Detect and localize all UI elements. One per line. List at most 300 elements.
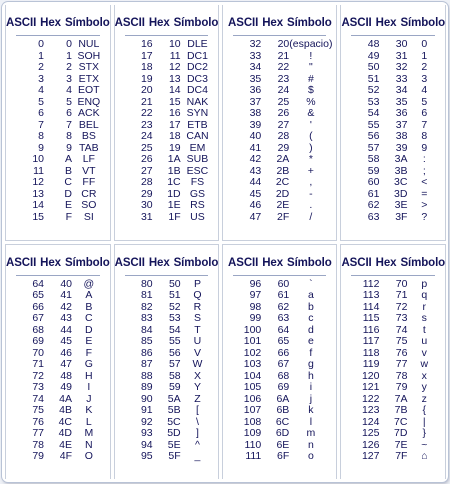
header-ascii: ASCII <box>6 17 37 29</box>
symbol-cell: CAN <box>186 130 209 142</box>
ascii-panel-6 <box>114 244 220 480</box>
ascii-code-cell: 59 <box>367 164 380 177</box>
hex-code-cell: 14 <box>168 84 181 96</box>
hex-code-cell: 17 <box>168 118 181 131</box>
symbol-cell: ACK <box>78 107 100 119</box>
symbol-cell: [ <box>196 404 199 416</box>
table-row <box>341 382 445 394</box>
symbol-cell: NUL <box>78 38 100 50</box>
hex-code-cell: 3F <box>395 210 408 223</box>
hex-code-cell: 1C <box>167 176 181 188</box>
ascii-panel-8 <box>340 244 446 480</box>
hex-code-cell: 79 <box>395 381 408 393</box>
hex-code-cell: 46 <box>60 346 72 359</box>
symbol-cell: / <box>309 210 313 223</box>
table-row <box>115 348 219 360</box>
table-row <box>223 39 336 51</box>
hex-code-cell: 73 <box>395 312 408 324</box>
hex-code-cell: 66 <box>277 346 290 359</box>
table-row <box>6 394 110 406</box>
symbol-cell: ? <box>421 210 428 223</box>
symbol-cell: r <box>422 300 427 313</box>
symbol-cell: x <box>421 369 427 382</box>
header-rule <box>351 35 435 36</box>
table-row <box>6 290 110 302</box>
table-row <box>223 313 336 325</box>
hex-code-cell: 49 <box>60 381 72 393</box>
hex-code-cell: 77 <box>395 358 408 370</box>
ascii-code-cell: 68 <box>32 323 44 336</box>
table-row <box>115 325 219 337</box>
ascii-code-cell: 123 <box>361 404 380 416</box>
table-row <box>6 279 110 291</box>
symbol-cell: U <box>193 335 202 347</box>
hex-code-cell: 47 <box>60 358 72 370</box>
table-row <box>341 325 445 337</box>
table-row <box>223 108 336 120</box>
table-row <box>6 336 110 348</box>
hex-code-cell: 67 <box>277 358 290 370</box>
table-row <box>6 428 110 440</box>
hex-code-cell: 45 <box>60 335 72 347</box>
ascii-panel-5 <box>5 244 111 480</box>
ascii-code-cell: 44 <box>249 176 262 188</box>
table-row <box>6 154 110 166</box>
symbol-cell: K <box>85 404 93 416</box>
symbol-cell: I <box>87 381 91 393</box>
ascii-code-cell: 80 <box>140 277 153 290</box>
symbol-cell: c <box>308 312 314 324</box>
table-row <box>341 428 445 440</box>
ascii-code-cell: 53 <box>367 95 380 108</box>
hex-code-cell: 51 <box>168 289 181 301</box>
ascii-code-cell: 89 <box>140 381 153 393</box>
hex-code-cell: 61 <box>277 289 290 301</box>
ascii-code-cell: 39 <box>249 118 262 131</box>
table-row <box>341 302 445 314</box>
hex-code-cell: 24 <box>277 84 290 96</box>
table-row <box>115 39 219 51</box>
ascii-code-cell: 19 <box>140 72 153 85</box>
symbol-cell: RS <box>190 199 205 211</box>
symbol-cell: R <box>193 300 202 313</box>
table-row <box>341 371 445 383</box>
table-row <box>341 405 445 417</box>
header-hex: Hex <box>148 256 170 269</box>
symbol-cell: FS <box>190 176 205 188</box>
ascii-code-cell: 66 <box>32 300 44 313</box>
panel-header <box>6 257 110 269</box>
ascii-code-cell: 4 <box>38 84 44 96</box>
panel-header <box>341 17 445 29</box>
symbol-cell: - <box>309 187 313 200</box>
table-row <box>223 85 336 97</box>
symbol-cell: LF <box>82 153 95 165</box>
hex-code-cell: 1F <box>168 210 181 223</box>
symbol-cell: EOT <box>78 84 100 96</box>
table-row <box>223 359 336 371</box>
ascii-code-cell: 72 <box>32 369 44 382</box>
panel-header <box>6 17 110 29</box>
symbol-cell: z <box>421 392 427 405</box>
symbol-cell: L <box>85 415 92 428</box>
symbol-cell: GS <box>189 187 206 200</box>
ascii-code-cell: 36 <box>249 84 262 96</box>
header-symbol: Símbolo <box>400 256 446 269</box>
symbol-cell: G <box>84 358 93 370</box>
hex-code-cell: 22 <box>277 61 290 73</box>
hex-code-cell: 59 <box>168 381 181 393</box>
hex-code-cell: 6B <box>276 404 290 416</box>
ascii-code-cell: 0 <box>38 38 44 50</box>
symbol-cell: \ <box>196 415 199 428</box>
header-rule <box>16 275 100 276</box>
hex-code-cell: 2E <box>276 199 290 211</box>
ascii-code-cell: 15 <box>32 210 44 223</box>
table-row <box>115 279 219 291</box>
header-symbol: Símbolo <box>287 256 332 269</box>
hex-code-cell: 3 <box>66 72 72 85</box>
table-row <box>6 417 110 429</box>
table-row <box>341 154 445 166</box>
symbol-cell: j <box>309 392 313 405</box>
symbol-cell: 7 <box>421 118 428 131</box>
symbol-cell: C <box>85 312 93 324</box>
symbol-cell: ^ <box>194 438 200 451</box>
table-row <box>6 325 110 337</box>
header-rule <box>125 35 209 36</box>
ascii-panel-2 <box>114 5 220 241</box>
hex-code-cell: 30 <box>395 38 408 50</box>
hex-code-cell: 5E <box>167 438 181 451</box>
hex-code-cell: 32 <box>395 61 408 73</box>
hex-code-cell: 1B <box>167 164 181 177</box>
table-row <box>341 189 445 201</box>
ascii-code-cell: 63 <box>367 210 380 223</box>
table-row <box>6 39 110 51</box>
table-row <box>115 85 219 97</box>
ascii-code-cell: 38 <box>249 107 262 119</box>
symbol-cell: k <box>308 404 314 416</box>
ascii-code-cell: 105 <box>243 381 262 393</box>
ascii-code-cell: 45 <box>249 187 262 200</box>
ascii-code-cell: 50 <box>367 61 380 73</box>
hex-code-cell: 57 <box>168 358 181 370</box>
hex-code-cell: 5A <box>167 392 181 405</box>
symbol-cell: STX <box>78 61 100 73</box>
hex-code-cell: 7C <box>394 415 408 428</box>
hex-code-cell: C <box>64 176 72 188</box>
ascii-code-cell: 114 <box>362 300 380 313</box>
hex-code-cell: 4B <box>59 404 72 416</box>
table-row <box>6 359 110 371</box>
symbol-cell: o <box>307 450 314 462</box>
ascii-code-cell: 115 <box>362 312 380 324</box>
hex-code-cell: 52 <box>168 300 181 313</box>
hex-code-cell: 56 <box>168 346 181 359</box>
ascii-code-cell: 25 <box>140 141 153 154</box>
symbol-cell: EM <box>189 141 206 154</box>
table-row <box>223 212 336 224</box>
ascii-code-cell: 52 <box>367 84 380 96</box>
ascii-code-cell: 5 <box>38 95 44 108</box>
symbol-cell: % <box>306 95 316 108</box>
table-row <box>115 313 219 325</box>
header-rule <box>16 35 100 36</box>
table-row <box>6 382 110 394</box>
ascii-code-cell: 94 <box>140 438 153 451</box>
hex-code-cell: 43 <box>60 312 72 324</box>
hex-code-cell: 5 <box>66 95 72 108</box>
ascii-code-cell: 67 <box>32 312 44 324</box>
table-row <box>341 212 445 224</box>
hex-code-cell: 2D <box>275 187 290 200</box>
header-rule <box>125 275 209 276</box>
hex-code-cell: 16 <box>168 107 181 119</box>
symbol-cell: 6 <box>421 107 428 119</box>
header-ascii: ASCII <box>228 17 259 29</box>
hex-code-cell: 34 <box>395 84 408 96</box>
hex-code-cell: 23 <box>277 72 290 85</box>
symbol-cell: US <box>190 210 205 223</box>
ascii-code-cell: 47 <box>249 210 262 223</box>
symbol-cell: w <box>420 358 429 370</box>
ascii-code-cell: 29 <box>140 187 153 200</box>
hex-code-cell: 35 <box>395 95 408 108</box>
ascii-code-cell: 102 <box>243 346 262 359</box>
table-row <box>223 131 336 143</box>
hex-code-cell: 40 <box>60 277 72 290</box>
table-row <box>6 177 110 189</box>
table-row <box>6 302 110 314</box>
hex-code-cell: 31 <box>395 49 408 62</box>
symbol-cell: VT <box>82 164 96 177</box>
symbol-cell: W <box>192 358 203 370</box>
hex-code-cell: 78 <box>395 369 408 382</box>
ascii-code-cell: 61 <box>367 187 380 200</box>
table-row <box>115 336 219 348</box>
hex-code-cell: 5C <box>167 415 181 428</box>
symbol-cell: ) <box>309 141 313 154</box>
ascii-code-cell: 107 <box>243 404 262 416</box>
ascii-code-cell: 7 <box>38 118 44 131</box>
hex-code-cell: 33 <box>395 72 408 85</box>
hex-code-cell: 62 <box>277 300 290 313</box>
header-ascii: ASCII <box>341 256 372 269</box>
ascii-code-cell: 121 <box>361 381 380 393</box>
hex-code-cell: 3B <box>394 164 408 177</box>
table-row <box>6 371 110 383</box>
table-row <box>341 85 445 97</box>
hex-code-cell: 18 <box>168 130 181 142</box>
symbol-cell: DC1 <box>186 49 208 62</box>
symbol-cell: ~ <box>421 438 428 451</box>
ascii-code-cell: 22 <box>140 107 153 119</box>
ascii-code-cell: 33 <box>249 49 262 62</box>
hex-code-cell: 0 <box>66 38 72 50</box>
ascii-code-cell: 11 <box>33 164 44 177</box>
ascii-code-cell: 76 <box>32 415 44 428</box>
table-row <box>223 428 336 440</box>
ascii-code-cell: 69 <box>32 335 44 347</box>
table-row <box>115 394 219 406</box>
symbol-cell: v <box>421 346 427 359</box>
symbol-cell: SUB <box>186 153 209 165</box>
table-row <box>115 302 219 314</box>
header-rule <box>233 275 326 276</box>
symbol-cell: ` <box>309 277 313 290</box>
header-hex: Hex <box>148 17 170 29</box>
symbol-cell: D <box>85 323 93 336</box>
ascii-code-cell: 70 <box>32 346 44 359</box>
hex-code-cell: 6 <box>66 107 72 119</box>
hex-code-cell: F <box>65 210 72 223</box>
ascii-code-cell: 93 <box>140 427 153 439</box>
hex-code-cell: 7B <box>394 404 408 416</box>
table-row <box>341 313 445 325</box>
table-row <box>115 290 219 302</box>
hex-code-cell: 69 <box>277 381 290 393</box>
ascii-code-cell: 12 <box>32 176 44 188</box>
hex-code-cell: 7A <box>394 392 408 405</box>
hex-code-cell: 12 <box>168 61 181 73</box>
symbol-cell: V <box>193 346 201 359</box>
header-symbol: Símbolo <box>400 17 446 29</box>
symbol-cell: DLE <box>187 38 208 50</box>
symbol-cell: ; <box>422 164 426 177</box>
symbol-cell: FF <box>82 176 96 188</box>
table-row <box>223 336 336 348</box>
ascii-code-cell: 62 <box>367 199 380 211</box>
hex-code-cell: 3E <box>394 199 408 211</box>
symbol-cell: b <box>307 300 314 313</box>
symbol-cell: NAK <box>186 95 209 108</box>
ascii-code-cell: 60 <box>367 176 380 188</box>
symbol-cell: @ <box>83 277 95 290</box>
symbol-cell: } <box>422 427 427 439</box>
hex-code-cell: 2 <box>66 61 72 73</box>
table-row <box>115 108 219 120</box>
symbol-cell: H <box>85 369 93 382</box>
ascii-panel-3 <box>222 5 337 241</box>
symbol-cell: t <box>422 323 426 336</box>
table-row <box>6 108 110 120</box>
ascii-code-cell: 104 <box>243 369 262 382</box>
symbol-cell: ] <box>196 427 199 439</box>
hex-code-cell: 3A <box>394 153 408 165</box>
symbol-cell: # <box>307 72 314 85</box>
symbol-cell: & <box>307 107 315 119</box>
hex-code-cell: 6F <box>277 450 290 462</box>
hex-code-cell: 6A <box>276 392 290 405</box>
symbol-cell: ⌂ <box>421 450 428 462</box>
ascii-code-cell: 10 <box>32 153 44 165</box>
hex-code-cell: 65 <box>277 335 290 347</box>
symbol-cell: DC3 <box>186 72 208 85</box>
ascii-code-cell: 126 <box>361 438 380 451</box>
symbol-cell: Q <box>193 289 202 301</box>
symbol-cell: F <box>85 346 93 359</box>
symbol-cell: > <box>421 199 428 211</box>
ascii-code-cell: 127 <box>361 450 380 462</box>
ascii-code-cell: 28 <box>140 176 153 188</box>
symbol-cell: m <box>306 427 316 439</box>
table-row <box>223 451 336 463</box>
symbol-cell: 4 <box>421 84 428 96</box>
symbol-cell: T <box>194 323 201 336</box>
table-row <box>341 51 445 63</box>
hex-code-cell: 72 <box>395 300 408 313</box>
ascii-code-cell: 88 <box>140 369 153 382</box>
ascii-code-cell: 2 <box>38 61 44 73</box>
header-hex: Hex <box>40 256 61 269</box>
hex-code-cell: 20 <box>277 38 290 50</box>
ascii-code-cell: 95 <box>140 450 153 462</box>
hex-code-cell: E <box>64 199 72 211</box>
symbol-cell: y <box>421 381 427 393</box>
header-ascii: ASCII <box>114 17 145 29</box>
table-row <box>223 382 336 394</box>
symbol-cell: _ <box>194 450 201 462</box>
table-row <box>223 200 336 212</box>
hex-code-cell: 25 <box>277 95 290 108</box>
table-row <box>115 451 219 463</box>
ascii-code-cell: 58 <box>367 153 380 165</box>
ascii-code-cell: 99 <box>249 312 262 324</box>
ascii-code-cell: 110 <box>244 438 262 451</box>
ascii-code-cell: 118 <box>362 346 380 359</box>
hex-code-cell: 76 <box>395 346 408 359</box>
hex-code-cell: 7F <box>395 450 408 462</box>
header-symbol: Símbolo <box>64 17 110 29</box>
hex-code-cell: 60 <box>277 277 290 290</box>
hex-code-cell: 38 <box>395 130 408 142</box>
ascii-code-cell: 86 <box>140 346 153 359</box>
symbol-cell: E <box>85 335 93 347</box>
symbol-cell: 9 <box>421 141 428 154</box>
hex-code-cell: 26 <box>277 107 290 119</box>
symbol-cell: | <box>422 415 426 428</box>
symbol-cell: ESC <box>186 164 209 177</box>
symbol-cell: s <box>421 312 427 324</box>
ascii-code-cell: 106 <box>243 392 262 405</box>
symbol-cell: f <box>309 346 313 359</box>
hex-code-cell: 8 <box>66 130 72 142</box>
symbol-cell: p <box>421 277 428 290</box>
symbol-cell: i <box>309 381 313 393</box>
symbol-cell: : <box>422 153 426 165</box>
ascii-code-cell: 9 <box>38 141 44 154</box>
ascii-code-cell: 54 <box>367 107 380 119</box>
ascii-panel-4 <box>340 5 446 241</box>
symbol-cell: ( <box>309 130 313 142</box>
panel-header <box>115 17 219 29</box>
ascii-code-cell: 112 <box>362 277 380 290</box>
symbol-cell: ETX <box>78 72 100 85</box>
ascii-code-cell: 27 <box>140 164 153 177</box>
table-row <box>223 177 336 189</box>
table-row <box>341 131 445 143</box>
table-row <box>115 405 219 417</box>
header-ascii: ASCII <box>228 256 259 269</box>
ascii-code-cell: 98 <box>249 300 262 313</box>
hex-code-cell: 2F <box>277 210 290 223</box>
table-row <box>115 428 219 440</box>
ascii-code-cell: 91 <box>140 404 153 416</box>
ascii-code-cell: 109 <box>243 427 262 439</box>
symbol-cell: 5 <box>421 95 428 108</box>
table-row <box>115 62 219 74</box>
